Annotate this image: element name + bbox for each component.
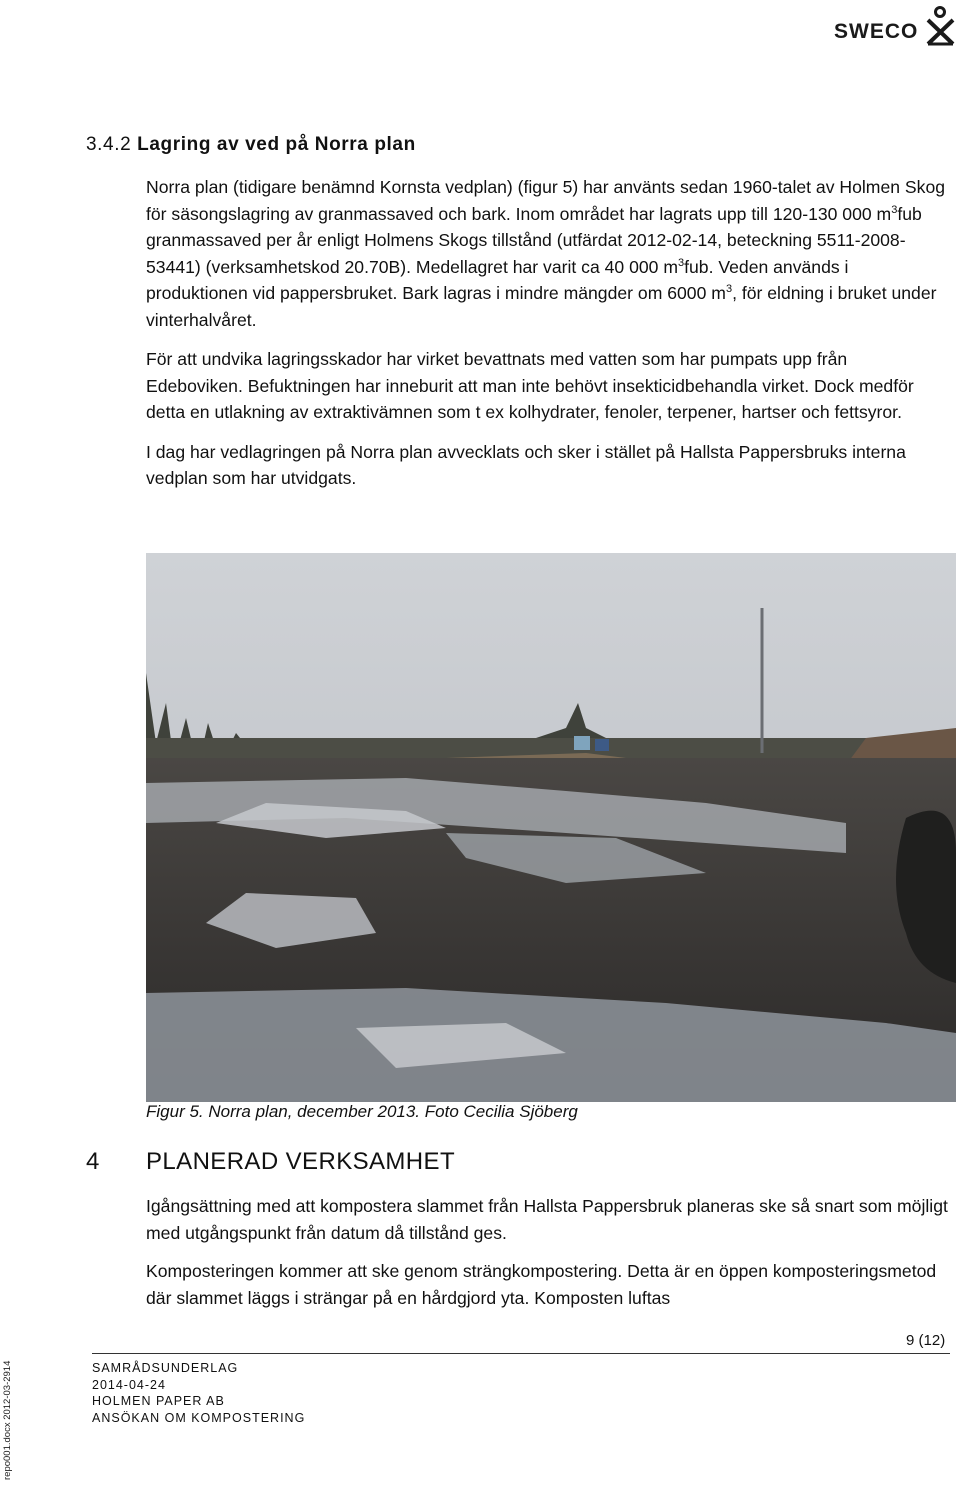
chapter-title: PLANERAD VERKSAMHET: [146, 1148, 456, 1175]
footer-divider: [92, 1353, 950, 1354]
figure-photo: [146, 553, 956, 1102]
figure-caption: Figur 5. Norra plan, december 2013. Foto Cecilia Sjöberg: [146, 1102, 578, 1121]
paragraph-bevattning: För att undvika lagringsskador har virket bevattnats med vatten som har pumpats upp från Edeboviken. Befuktningen har inneburit att man inte behövt insekticidbehandla virket. Dock medför detta en utlakning av extraktivämnen som t ex kolhydrater, fenoler, terpener, hartser och fettsyror.: [146, 349, 914, 422]
sweco-logo: [834, 6, 958, 48]
chapter-heading: [86, 1148, 455, 1176]
sweco-symbol-icon: [925, 6, 957, 46]
page-number: 9 (12): [906, 1332, 946, 1349]
paragraph-lagring: Norra plan (tidigare benämnd Kornsta vedplan) (figur 5) har använts sedan 1960-talet av Holmen Skog för säsongslagring av granmassaved och bark. Inom området har lagrats upp till 120-130 000 $m^3fub$ granmassaved per år enligt Holmens Skogs tillstånd (utfärdat 2012-02-14, beteckning 5511-2008-53441) (verksamhetskod 20.70B). Medellagret har varit ca 40 000 $m^3fub$. Veden används i produktionen vid pappersbruket. Bark lagras i mindre mängder om 6000 $m^3$, för eldning i bruket under vinterhalvåret.: [146, 177, 946, 330]
footer-client: HOLMEN PAPER AB: [92, 1394, 225, 1408]
chapter-number: 4: [86, 1148, 100, 1175]
paragraph-avveckling: I dag har vedlagringen på Norra plan avvecklats och sker i stället på Hallsta Pappersbruks interna vedplan som har utvidgats.: [146, 441, 906, 488]
footer-doc-type: SAMRÅDSUNDERLAG: [92, 1361, 239, 1375]
paragraph-igangsattning: Igångsättning med att kompostera slammet från Hallsta Pappersbruk planeras ske så snart som möjligt med utgångspunkt från datum då tillstånd ges.: [146, 1196, 948, 1243]
section-heading: [86, 134, 416, 156]
side-reference: repo001.docx 2012-03-2914: [2, 1360, 13, 1480]
paragraph-kompostering: Komposteringen kommer att ske genom strängkompostering. Detta är en öppen komposteringsmetod där slammet läggs i strängar på en hårdgjord yta. Komposten luftas: [146, 1261, 937, 1308]
chapter-body: [146, 1193, 956, 1323]
section-number: 3.4.2: [86, 134, 132, 155]
footer: [92, 1360, 305, 1426]
footer-date: 2014-04-24: [92, 1377, 166, 1392]
section-title: Lagring av ved på Norra plan: [137, 134, 416, 155]
section-body: [146, 174, 946, 505]
footer-project: ANSÖKAN OM KOMPOSTERING: [92, 1410, 306, 1425]
logo-wordmark: SWECO: [834, 20, 919, 43]
